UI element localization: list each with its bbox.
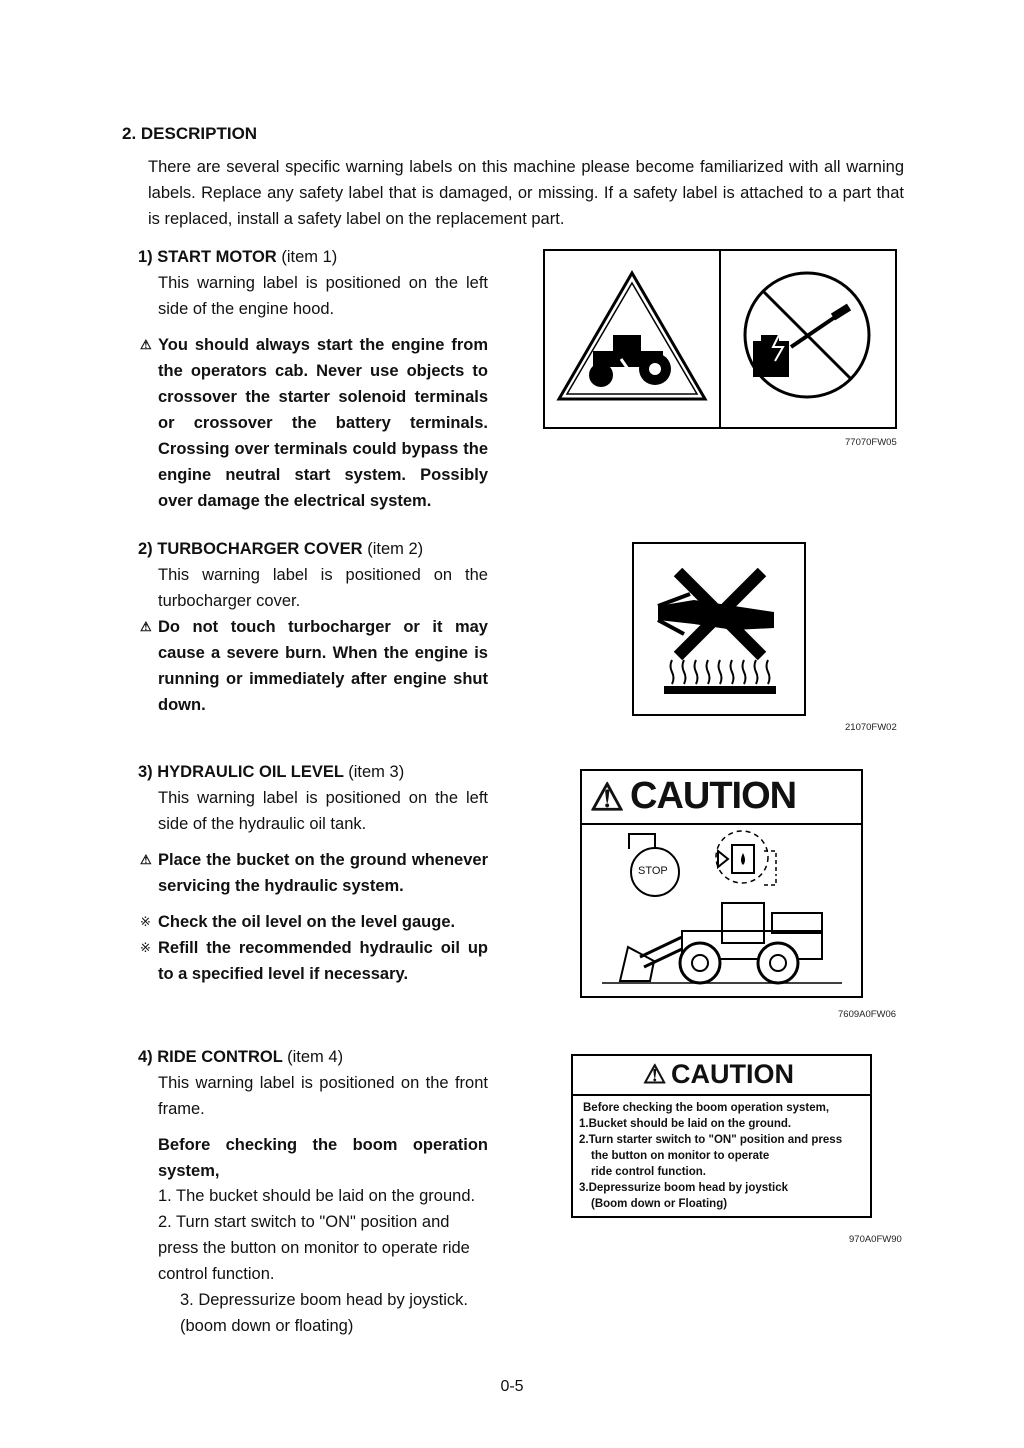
warning-text-content: Do not touch turbocharger or it may cause a severe burn. When the engine is running or immediately after engine shut down. (158, 618, 488, 714)
section-description: This warning label is positioned on the left side of the engine hood. (158, 274, 488, 318)
section-heading: 2. DESCRIPTION (122, 124, 258, 143)
section-item-ref: (item 3) (348, 763, 405, 781)
ride-control-caution-label (571, 1054, 872, 1218)
section-title-text: 2) TURBOCHARGER COVER (138, 540, 363, 558)
figure-ref: 970A0FW90 (849, 1234, 902, 1245)
section-description: This warning label is positioned on the left side of the hydraulic oil tank. (158, 789, 488, 833)
step-item: 1. The bucket should be laid on the ground. (158, 1187, 476, 1205)
caution-line: Before checking the boom operation system, (583, 1102, 830, 1114)
step-item: 2. Turn start switch to "ON" position and press the button on monitor to operate ride control function. (158, 1213, 470, 1283)
step-item: 3. Depressurize boom head by joystick. (boom down or floating) (180, 1291, 468, 1335)
turbocharger-label-image (632, 542, 806, 716)
no-screwdriver-icon (721, 251, 895, 427)
hot-surface-no-touch-icon (634, 544, 804, 714)
intro-paragraph: There are several specific warning labels on this machine please become familiarized with all warning labels. Replace any safety label that is damaged, or missing. If a safety label is attached to a part that is replaced, install a safety label on the replacement part. (148, 158, 904, 228)
section-start-motor (138, 248, 488, 267)
start-motor-label-image (543, 249, 897, 429)
section-title-text: 4) RIDE CONTROL (138, 1048, 283, 1066)
caution-title: CAUTION (630, 775, 797, 817)
stop-label: STOP (638, 865, 668, 877)
note-text (140, 909, 488, 935)
figure-ref: 7609A0FW06 (838, 1009, 897, 1020)
warning-triangle-icon: ⚠ (140, 852, 152, 867)
section-item-ref: (item 1) (281, 248, 338, 266)
note-text-content: Check the oil level on the level gauge. (158, 913, 456, 931)
caution-line: 1.Bucket should be laid on the ground. (579, 1118, 792, 1130)
section-item-ref: (item 4) (287, 1048, 344, 1066)
section-title (138, 248, 488, 267)
figure-ref: 77070FW05 (845, 437, 897, 448)
caution-header (573, 1056, 870, 1096)
note-mark-icon: ※ (140, 940, 151, 955)
warning-text-content: You should always start the engine from the operators cab. Never use objects to crossover the starter solenoid terminals or crossover the battery terminals. Crossing over terminals could bypass the engine neutral start system. Possibly over damage the electrical system. (158, 336, 488, 510)
caution-line: 2.Turn starter switch to "ON" position and press (579, 1134, 843, 1146)
section-title (138, 540, 423, 559)
section-description: This warning label is positioned on the front frame. (158, 1074, 488, 1118)
warning-text (140, 847, 488, 899)
page-number: 0-5 (500, 1378, 524, 1395)
wheel-loader-icon (582, 771, 861, 996)
section-item-ref: (item 2) (367, 540, 424, 558)
warning-triangle-icon: ⚠ (140, 619, 152, 634)
note-text (140, 935, 488, 987)
section-description: This warning label is positioned on the turbocharger cover. (158, 566, 488, 610)
section-title (138, 1048, 343, 1067)
caution-line: 3.Depressurize boom head by joystick (579, 1182, 788, 1194)
warning-text (140, 614, 488, 718)
section-title (138, 763, 404, 782)
caution-triangle-icon: ⚠ (643, 1059, 667, 1089)
caution-line: (Boom down or Floating) (591, 1198, 728, 1210)
bold-instruction: Before checking the boom operation system, (158, 1136, 488, 1180)
hydraulic-oil-caution-label (580, 769, 863, 998)
figure-ref: 21070FW02 (845, 722, 897, 733)
caution-line: ride control function. (591, 1166, 706, 1178)
tractor-runover-icon (545, 251, 719, 427)
caution-title: CAUTION (671, 1059, 794, 1089)
note-text-content: Refill the recommended hydraulic oil up to a specified level if necessary. (158, 939, 488, 983)
warning-triangle-icon: ⚠ (140, 337, 152, 352)
caution-line: the button on monitor to operate (591, 1150, 770, 1162)
caution-triangle-icon: ⚠ (590, 777, 625, 819)
section-title-text: 1) START MOTOR (138, 248, 277, 266)
warning-text-content: Place the bucket on the ground whenever servicing the hydraulic system. (158, 851, 488, 895)
section-title-text: 3) HYDRAULIC OIL LEVEL (138, 763, 344, 781)
caution-body (579, 1100, 867, 1212)
warning-text (140, 332, 488, 514)
note-mark-icon: ※ (140, 914, 151, 929)
